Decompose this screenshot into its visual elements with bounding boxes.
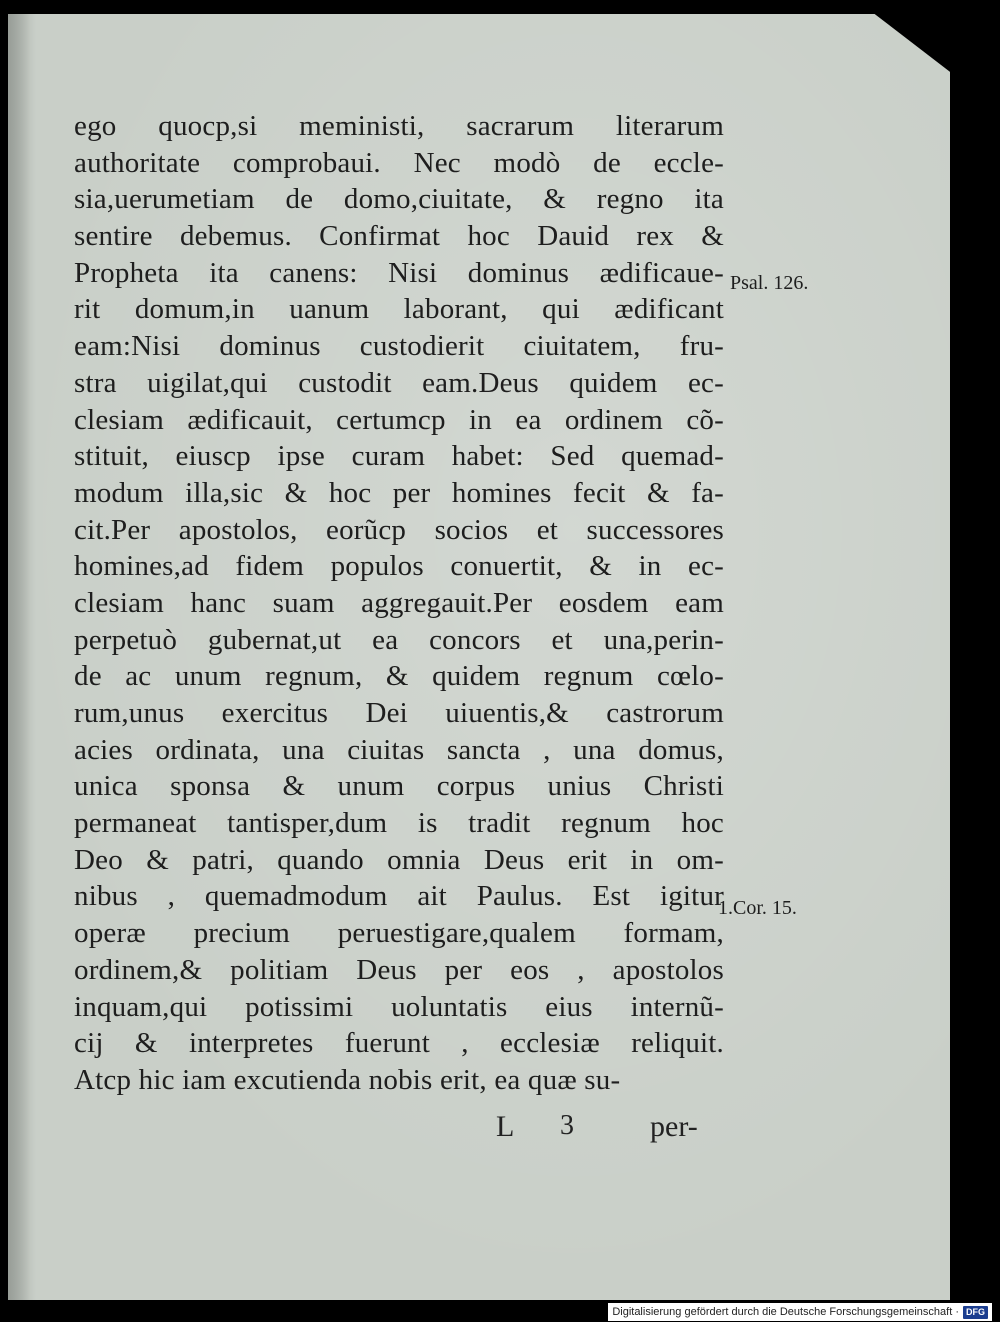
- text-line: nibus , quemadmodum ait Paulus. Est igitur: [74, 880, 724, 913]
- text-line: sentire debemus. Confirmat hoc Dauid rex &: [74, 220, 724, 253]
- text-line: cit.Per apostolos, eorũcp socios et successores: [74, 513, 724, 546]
- text-line: ordinem,& politiam Deus per eos , apostolos: [74, 953, 724, 986]
- text-line: unica sponsa & unum corpus unius Christi: [74, 770, 724, 803]
- signature-letter: L: [496, 1110, 515, 1143]
- text-line: Deo & patri, quando omnia Deus erit in om-: [74, 843, 724, 876]
- text-line: eam:Nisi dominus custodierit ciuitatem, fru-: [74, 330, 724, 363]
- main-text-block: [74, 108, 724, 1099]
- text-line: rum,unus exercitus Dei uiuentis,& castrorum: [74, 697, 724, 729]
- text-line: Propheta ita canens: Nisi dominus ædificaue-: [74, 256, 724, 289]
- text-line: rit domum,in uanum laborant, qui ædificant: [74, 293, 724, 326]
- dfg-logo: DFG: [963, 1306, 988, 1319]
- margin-note-psalm: Psal. 126.: [730, 272, 809, 294]
- catchword: per-: [650, 1110, 698, 1143]
- text-line: clesiam hanc suam aggregauit.Per eosdem eam: [74, 586, 724, 619]
- text-line: sia,uerumetiam de domo,ciuitate, & regno ita: [74, 183, 724, 216]
- margin-note-corinthians: 1.Cor. 15.: [718, 897, 797, 919]
- text-line: clesiam ædificauit, certumcp in ea ordinem cõ-: [74, 403, 724, 436]
- text-line: acies ordinata, una ciuitas sancta , una domus,: [74, 733, 724, 766]
- text-line: permaneat tantisper,dum is tradit regnum hoc: [74, 807, 724, 840]
- text-line: Atcp hic iam excutienda nobis erit, ea quæ su-: [74, 1063, 621, 1096]
- text-line: homines,ad fidem populos conuertit, & in ec-: [74, 550, 724, 583]
- text-line: perpetuò gubernat,ut ea concors et una,perin-: [74, 623, 724, 656]
- text-line: operæ precium peruestigare,qualem formam,: [74, 917, 724, 950]
- text-line: cij & interpretes fuerunt , ecclesiæ reliquit.: [74, 1027, 724, 1060]
- text-line: stra uigilat,qui custodit eam.Deus quidem ec-: [74, 366, 724, 399]
- page-gutter-shadow: [8, 14, 30, 1300]
- signature-number: 3: [560, 1110, 574, 1141]
- text-line: authoritate comprobaui. Nec modò de eccle-: [74, 146, 724, 179]
- funding-footer: [608, 1303, 992, 1321]
- funding-credit: Digitalisierung gefördert durch die Deutsche Forschungsgemeinschaft ·: [612, 1306, 959, 1318]
- text-line: modum illa,sic & hoc per homines fecit & fa-: [74, 476, 724, 509]
- text-line: ego quocp,si meministi, sacrarum literarum: [74, 110, 724, 142]
- text-line: de ac unum regnum, & quidem regnum cœlo-: [74, 660, 724, 693]
- text-line: inquam,qui potissimi uoluntatis eius internũ-: [74, 990, 724, 1023]
- text-line: stituit, eiuscp ipse curam habet: Sed quemad-: [74, 440, 724, 473]
